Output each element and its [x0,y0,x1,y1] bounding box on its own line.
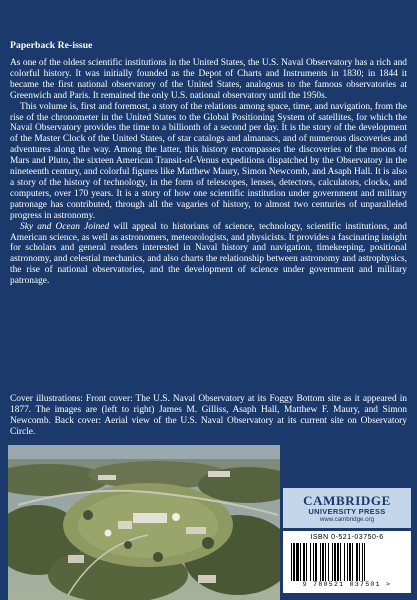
publisher-url: www.cambridge.org [319,516,375,523]
barcode-bar [328,543,329,581]
paragraph-3-text: will appeal to historians of science, technology, scientific institutions, and American science, as well as astronomers, meteorologists, and physicists. It provides a fascinating insight for scholars and general readers interested in Naval history and navigation, timekeeping, positional astronomy, and celestial mechanics, and also charts the relationship between astronomy and astrophysics, the rise of national observatories, and the development of science under government and military patronage. [10,221,407,287]
barcode-bar [359,543,360,581]
barcode-bar [300,543,301,581]
barcode-bar [352,543,353,581]
publisher-subtitle: UNIVERSITY PRESS [308,507,386,516]
description-text [10,58,407,287]
barcode-bar [296,543,299,581]
barcode-bar [340,543,341,581]
barcode [283,531,411,593]
barcode-bar [291,543,292,581]
paragraph-2: This volume is, first and foremost, a story of the relations among space, time, and navigation, from the rise of the chronometer in the United States to the Global Positioning System of satellites, for which the Naval Observatory provides the time to a billionth of a second per day. It is the story of the development of the Master Clock of the United States, of star catalogs and almanacs, and of numerous discoveries and adventures along the way. Among the latter, this history encompasses the discoveries of the moons of Mars and Pluto, the sixteen American Transit-of-Venus expeditions dispatched by the Observatory in the nineteenth century, and colorful figures like Matthew Maury, Simon Newcomb, and Asaph Hall. It is also a story of the history of technology, in the form of telescopes, lenses, detectors, calculators, clocks, and computers, over 170 years. It is a story of how one scientific institution under government and military patronage has contributed, through all the vagaries of history, to almost two centuries of unparalleled progress in astronomy. [10,101,407,221]
paragraph-3 [10,222,407,287]
barcode-bar [320,543,321,581]
barcode-bar [325,543,326,581]
paragraph-1: As one of the oldest scientific institutions in the United States, the U.S. Naval Observatory has a rich and colorful history. It was initially founded as the Depot of Charts and Instruments in 1830; in 1844 it became the first national observatory of the United States, analogous to the famous observatories at Greenwich and Paris. It remained the only U.S. national observatory until the 1950s. [10,58,407,101]
book-title: Sky and Ocean Joined [20,221,110,232]
barcode-bar [313,543,314,581]
barcode-bar [310,543,311,581]
cover-credits: Cover illustrations: Front cover: The U.S. Naval Observatory at its Foggy Bottom site as it appeared in 1877. The images are (left to right) James M. Gilliss, Asaph Hall, Matthew F. Maury, and Simon Newcomb. Back cover: Aerial view of the U.S. Naval Observatory at its current site on Observatory Circle. [10,394,407,437]
barcode-icon [289,543,405,581]
barcode-digits: 9 780521 037501 > [302,581,392,588]
barcode-bar [334,543,336,581]
barcode-bar [356,543,358,581]
barcode-bar [303,543,305,581]
barcode-bar [349,543,351,581]
isbn-text: ISBN 0-521-03750-6 [310,534,384,541]
publisher-name: CAMBRIDGE [303,493,391,508]
barcode-bar [362,543,363,581]
barcode-bar [337,543,339,581]
reissue-label: Paperback Re-issue [10,40,93,51]
barcode-bar [364,543,365,581]
barcode-bar [315,543,317,581]
publisher-logo [283,488,411,528]
barcode-bar [322,543,324,581]
barcode-bar [344,543,345,581]
barcode-bar [306,543,307,581]
barcode-bar [347,543,348,581]
barcode-bar [293,543,295,581]
barcode-bar [332,543,333,581]
aerial-photo [8,445,280,600]
